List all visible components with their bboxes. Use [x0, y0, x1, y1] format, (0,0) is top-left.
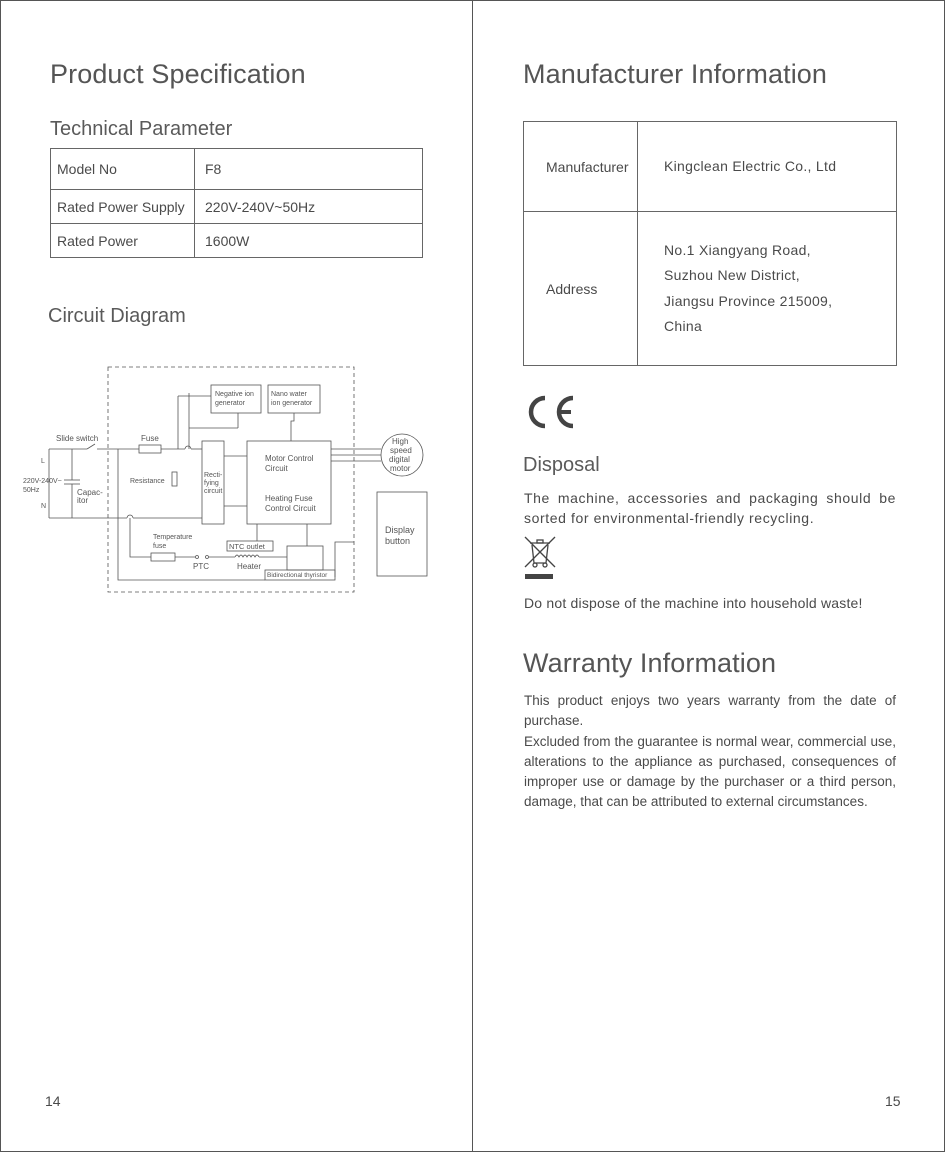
page-number: 14 — [45, 1093, 61, 1109]
address-line: Suzhou New District, — [664, 267, 800, 283]
page-number: 15 — [885, 1093, 901, 1109]
heating-fuse-label-1: Heating Fuse — [265, 494, 313, 503]
manufacturer-table — [523, 121, 897, 366]
live-label: L — [41, 458, 45, 465]
ce-mark-icon — [523, 393, 575, 431]
motor-label-1: High — [392, 437, 409, 446]
manufacturer-row — [524, 122, 897, 212]
disposal-text: The machine, accessories and packaging should be sorted for environmental-friendly recycling. — [524, 490, 896, 526]
spec-label: Model No — [51, 149, 195, 190]
nano-water-generator-box — [268, 385, 320, 413]
thyristor-box — [287, 546, 323, 570]
ntc-label: NTC outlet — [229, 542, 265, 551]
heating-fuse-label-2: Control Circuit — [265, 504, 316, 513]
nano-water-label-1: Nano water — [271, 391, 307, 398]
address-line: No.1 Xiangyang Road, — [664, 241, 811, 258]
spec-label: Rated Power Supply — [51, 190, 195, 224]
address-label: Address — [524, 212, 638, 366]
display-label-1: Display — [385, 525, 415, 535]
temp-fuse-label-2: fuse — [153, 543, 167, 550]
display-label-2: button — [385, 536, 411, 546]
fuse-symbol — [139, 445, 161, 453]
address-line: Jiangsu Province 215009, — [664, 292, 833, 309]
nano-water-label-2: ion generator — [271, 400, 313, 407]
manufacturer-label: Manufacturer — [524, 122, 638, 212]
dispose-warning: Do not dispose of the machine into household waste! — [524, 595, 863, 611]
voltage-label-2: 50Hz — [23, 487, 40, 494]
capacitor-label-2: itor — [77, 496, 89, 505]
warranty-text — [524, 691, 896, 813]
negative-ion-generator-box — [211, 385, 261, 413]
heater-label: Heater — [237, 562, 262, 571]
address-line: China — [664, 318, 703, 334]
temperature-fuse-symbol — [151, 553, 175, 561]
warranty-heading: Warranty Information — [523, 648, 777, 678]
disposal-heading: Disposal — [523, 454, 600, 476]
rectifying-label-2: fying — [204, 480, 219, 487]
temp-fuse-label-1: Temperature — [153, 534, 193, 541]
technical-parameter-heading: Technical Parameter — [50, 118, 233, 140]
resistance-label: Resistance — [130, 478, 165, 485]
circuit-diagram — [17, 356, 457, 606]
address-value — [638, 212, 897, 366]
warranty-paragraph-1: This product enjoys two years warranty from the date of purchase. — [524, 693, 896, 729]
thyristor-label: Bidirectional thyristor — [267, 572, 328, 579]
spec-value: F8 — [195, 149, 423, 190]
voltage-label-1: 220V-240V~ — [23, 478, 62, 485]
capacitor-label-1: Capac- — [77, 488, 103, 497]
rectifying-label-1: Recti- — [204, 472, 223, 479]
fuse-label: Fuse — [141, 434, 159, 443]
spec-table — [50, 148, 423, 258]
spec-label: Rated Power — [51, 224, 195, 258]
motor-label-3: digital — [389, 455, 410, 464]
negative-ion-label-1: Negative ion — [215, 391, 254, 398]
spec-value: 220V-240V~50Hz — [195, 190, 423, 224]
page-title-manufacturer-information: Manufacturer Information — [523, 59, 828, 89]
resistor-symbol — [172, 472, 177, 486]
spec-value: 1600W — [195, 224, 423, 258]
motor-control-label-1: Motor Control — [265, 454, 314, 463]
right-page — [472, 0, 945, 1152]
spec-row-rated-power — [51, 224, 423, 258]
spec-row-model — [51, 149, 423, 190]
circuit-diagram-heading: Circuit Diagram — [48, 305, 186, 327]
warranty-paragraph-2: Excluded from the guarantee is normal wear, commercial use, alterations to the appliance as purchased, consequences of improper use or damage by the purchaser or a third person, damage, that can be attributed to external circumstances. — [524, 733, 896, 810]
left-page — [0, 0, 473, 1152]
slide-switch-label: Slide switch — [56, 434, 99, 443]
neutral-label: N — [41, 503, 47, 510]
spec-row-power-supply — [51, 190, 423, 224]
rectifying-label-3: circuit — [204, 488, 223, 495]
motor-label-4: motor — [390, 464, 411, 473]
motor-control-label-2: Circuit — [265, 464, 288, 473]
address-row — [524, 212, 897, 366]
crossed-out-bin-icon — [523, 535, 557, 581]
manufacturer-value: Kingclean Electric Co., Ltd — [638, 122, 897, 212]
negative-ion-label-2: generator — [215, 400, 245, 407]
page-title-product-specification: Product Specification — [50, 59, 306, 89]
motor-label-2: speed — [390, 446, 412, 455]
ptc-label: PTC — [193, 562, 209, 571]
